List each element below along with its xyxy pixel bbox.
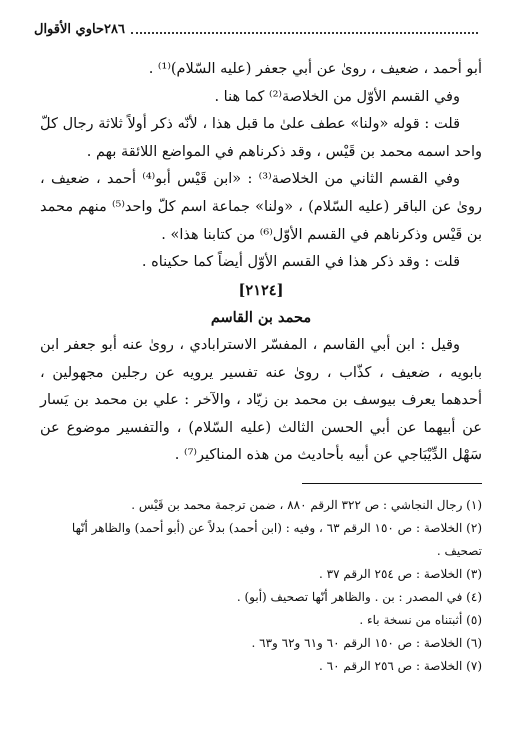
footnotes: [40, 494, 482, 678]
entry-name: محمد بن القاسم: [210, 309, 312, 327]
footnote: (٧) الخلاصة : ص ٢٥٦ الرقم ٦٠ .: [319, 659, 482, 673]
footnote: (٣) الخلاصة : ص ٢٥٤ الرقم ٣٧ .: [319, 567, 482, 581]
entry-text: وقيل : ابن أبي القاسم ، المفسّر الاسترابادي ، روىٰ عنه أبو جعفر ابن بابويه ، ضعيف ، كذّاب ، روىٰ عنه تفسير يرويه عن رجلين مجهولين ، أحدهما يعرف بيوسف بن محمد بن زيّاد ، والآخر : علي بن محمد بن يَسار عن أبيهما عن أبي الحسن الثالث (عليه السّلام) ، والتفسير موضوع عن سَهْل الدِّيْبَاجي عن أبيه بأحاديث من هذه المناكير⁽⁷⁾ .: [40, 336, 482, 464]
paragraph: أبو أحمد ، ضعيف ، روىٰ عن أبي جعفر (عليه السّلام)⁽¹⁾ .: [148, 61, 482, 77]
header-dotted-leader: [131, 24, 478, 34]
page-number: ٢٨٦: [104, 21, 125, 37]
running-title: حاوي الأقوال: [34, 21, 104, 37]
entry-number: [٢١٢٤]: [238, 281, 284, 299]
footnote: (٥) أثبتناه من نسخة باء .: [359, 613, 482, 627]
footnote: (٦) الخلاصة : ص ١٥٠ الرقم ٦٠ و٦١ و٦٢ و٦٣ .: [251, 636, 482, 650]
paragraph: قلت : وقد ذكر هذا في القسم الأوّل أيضاً كما حكيناه .: [141, 254, 460, 271]
main-text: [40, 56, 482, 470]
paragraph: وفي القسم الأوّل من الخلاصة⁽²⁾ كما هنا .: [214, 88, 460, 105]
footnote: (٢) الخلاصة : ص ١٥٠ الرقم ٦٣ ، وفيه : (ابن أحمد) بدلاً عن (أبو أحمد) والظاهر أنّها تصحيف .: [71, 521, 482, 558]
page-header: [34, 18, 484, 40]
footnote: (١) رجال النجاشي : ص ٣٢٢ الرقم ٨٨٠ ، ضمن ترجمة محمد بن قَيْس .: [131, 498, 482, 512]
footnote: (٤) في المصدر : بن . والظاهر أنّها تصحيف (أبو) .: [236, 590, 482, 604]
footnote-divider: [302, 483, 482, 484]
paragraph: قلت : قوله «ولنا» عطف علىٰ ما قبل هذا ، لأنّه ذكر أولاً ثلاثة رجال كلّ واحد اسمه محمد بن قَيْس ، وقد ذكرناهم في المواضع اللائقة بهم .: [40, 116, 482, 160]
paragraph: وفي القسم الثاني من الخلاصة⁽³⁾ : «ابن قَيْس أبو⁽⁴⁾ أحمد ، ضعيف ، روىٰ عن الباقر (عليه السّلام) ، «ولنا» جماعة اسم كلّ واحد⁽⁵⁾ منهم محمد بن قَيْس وذكرناهم في القسم الأوّل⁽⁶⁾ من كتابنا هذا» .: [40, 171, 482, 243]
